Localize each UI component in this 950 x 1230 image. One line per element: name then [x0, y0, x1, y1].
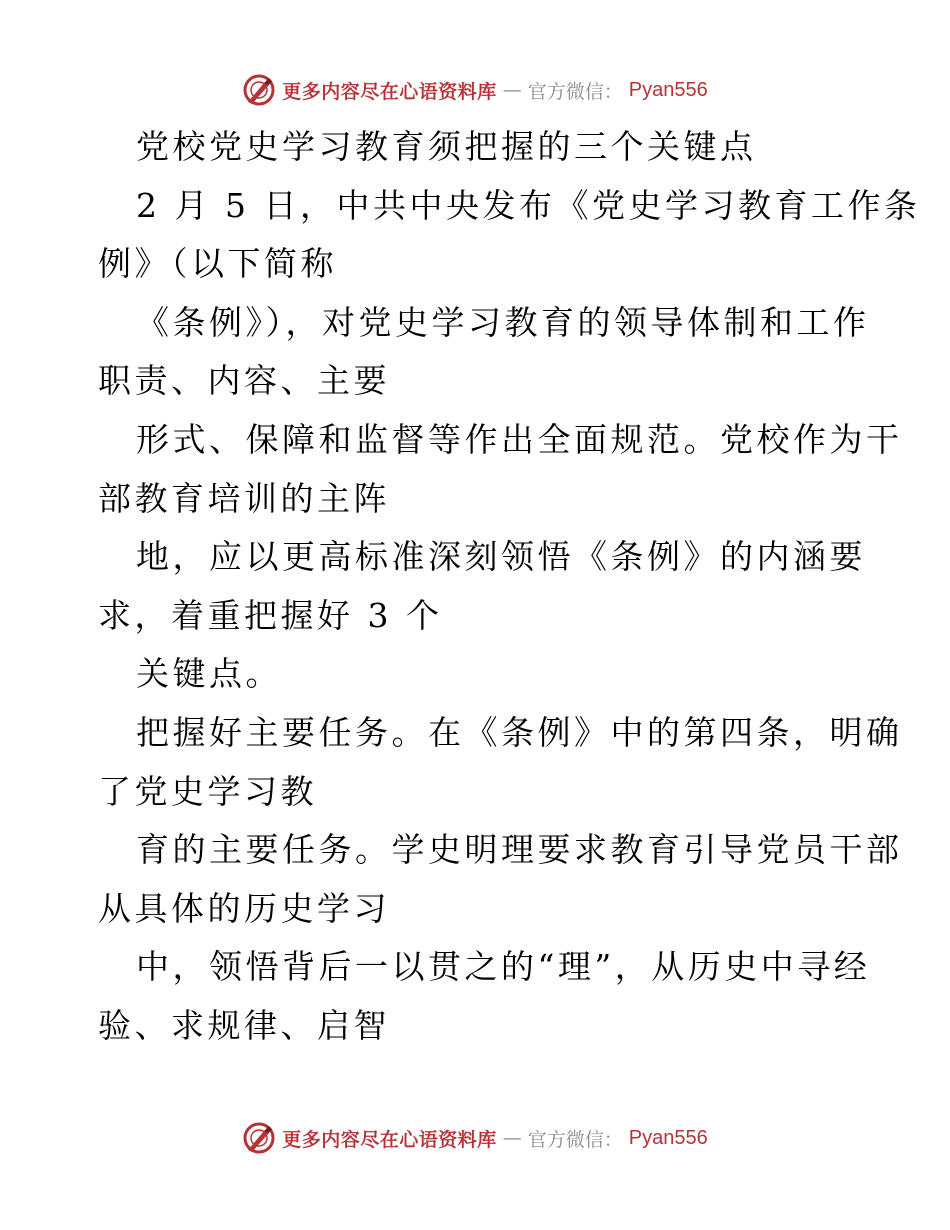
- footer-banner: [0, 1118, 950, 1158]
- header-official-label: 官方微信：: [527, 80, 623, 103]
- document-line: 中，领悟背后一以贯之的“理”，从历史中寻经: [136, 947, 871, 987]
- document-line: 关键点。: [136, 654, 282, 694]
- header-separator: —: [502, 79, 522, 101]
- document-title: 党校党史学习教育须把握的三个关键点: [136, 127, 757, 166]
- document-line: 部教育培训的主阵: [98, 478, 390, 518]
- document-line: 求，着重把握好 3 个: [98, 595, 443, 635]
- document-line: 地，应以更高标准深刻领悟《条例》的内涵要: [136, 537, 866, 577]
- document-line: 验、求规律、启智: [98, 1005, 390, 1045]
- pen-logo-icon: [242, 1121, 276, 1155]
- document-line: 2 月 5 日，中共中央发布《党史学习教育工作条: [136, 185, 921, 225]
- footer-separator: —: [502, 1127, 522, 1149]
- pen-logo-icon: [242, 73, 276, 107]
- document-line: 了党史学习教: [98, 771, 317, 811]
- header-banner-text: 更多内容尽在心语资料库: [282, 80, 497, 103]
- document-line: 职责、内容、主要: [98, 361, 390, 401]
- header-banner: [0, 70, 950, 110]
- document-line: 从具体的历史学习: [98, 888, 390, 928]
- document-line: 把握好主要任务。在《条例》中的第四条，明确: [136, 712, 903, 752]
- footer-banner-text: 更多内容尽在心语资料库: [282, 1128, 497, 1151]
- header-wechat-id: Pyan556: [628, 78, 708, 101]
- footer-wechat-id: Pyan556: [628, 1126, 708, 1149]
- document-line: 育的主要任务。学史明理要求教育引导党员干部: [136, 830, 903, 870]
- document-body: [98, 118, 921, 1056]
- footer-official-label: 官方微信：: [527, 1128, 623, 1151]
- document-line: 《条例》），对党史学习教育的领导体制和工作: [136, 302, 870, 342]
- document-line: 例》（以下简称: [98, 244, 337, 284]
- document-line: 形式、保障和监督等作出全面规范。党校作为干: [136, 419, 903, 459]
